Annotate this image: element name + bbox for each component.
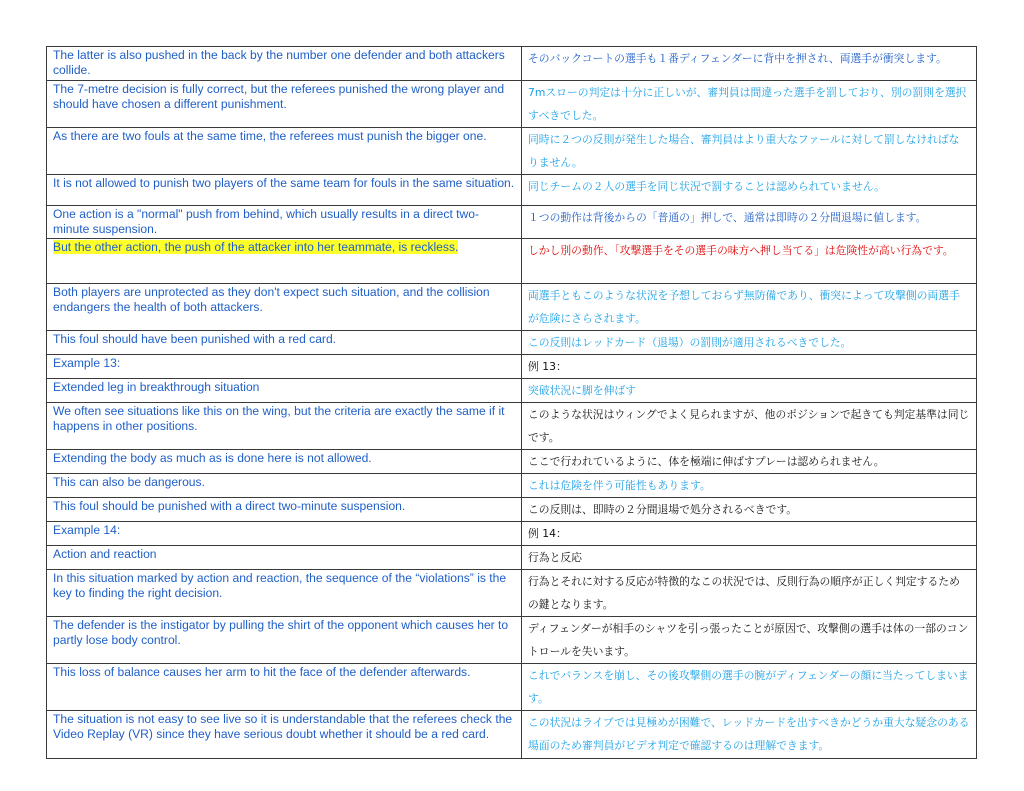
english-text: It is not allowed to punish two players of the same team for fouls in the same situation. [53,176,515,190]
english-text: Action and reaction [53,547,157,561]
japanese-text: しかし別の動作、「攻撃選手をその選手の味方へ押し当てる」は危険性が高い行為です。 [528,244,954,257]
japanese-cell [522,239,977,284]
table-row [47,450,977,474]
japanese-cell [522,128,977,175]
japanese-cell [522,546,977,570]
japanese-text: 例 13： [528,360,567,373]
table-row [47,403,977,450]
japanese-text: この反則は、即時の２分間退場で処分されるべきです。 [528,503,798,516]
table-row [47,664,977,711]
english-cell [47,450,522,474]
table-row [47,284,977,331]
english-text: As there are two fouls at the same time, the referees must punish the bigger one. [53,129,487,143]
english-text: In this situation marked by action and reaction, the sequence of the “violations” is the key to finding the right decision. [53,571,507,600]
table-row [47,355,977,379]
english-text: Extended leg in breakthrough situation [53,380,260,394]
english-text: The situation is not easy to see live so it is understandable that the referees check the Video Replay (VR) since they have serious doubt whether it should be a red card. [53,712,513,741]
english-text: We often see situations like this on the wing, but the criteria are exactly the same if it happens in other positions. [53,404,505,433]
japanese-cell [522,474,977,498]
table-row [47,474,977,498]
english-cell [47,474,522,498]
japanese-text: 例 14： [528,527,567,540]
english-cell [47,47,522,81]
japanese-cell [522,570,977,617]
japanese-cell [522,403,977,450]
table-row [47,47,977,81]
japanese-cell [522,47,977,81]
table-body [47,47,977,759]
english-cell [47,570,522,617]
english-cell [47,546,522,570]
table-row [47,128,977,175]
bilingual-table [46,46,977,759]
japanese-text: 同時に２つの反則が発生した場合、審判員はより重大なファールに対して罰しなければなりません。 [528,133,960,169]
japanese-cell [522,284,977,331]
table-row [47,711,977,759]
english-cell [47,128,522,175]
english-text: Extending the body as much as is done here is not allowed. [53,451,372,465]
english-text: Example 14: [53,523,121,537]
english-cell [47,206,522,239]
japanese-text: このような状況はウィングでよく見られますが、他のポジションで起きても判定基準は同じです。 [528,408,970,444]
table-row [47,175,977,206]
english-cell [47,617,522,664]
english-cell [47,175,522,206]
english-cell [47,331,522,355]
japanese-text: 行為と反応 [528,551,582,564]
table-row [47,498,977,522]
japanese-text: 突破状況に脚を伸ばす [528,384,636,397]
japanese-text: 7mスローの判定は十分に正しいが、審判員は間違った選手を罰しており、別の罰則を選択すべきでした。 [528,86,967,122]
japanese-cell [522,522,977,546]
english-cell [47,403,522,450]
english-cell [47,379,522,403]
english-text: The 7-metre decision is fully correct, but the referees punished the wrong player and should have chosen a different punishment. [53,82,505,111]
english-text-highlighted: But the other action, the push of the attacker into her teammate, is reckless. [53,240,459,254]
english-text: This foul should be punished with a direct two-minute suspension. [53,499,406,513]
english-cell [47,284,522,331]
japanese-cell [522,355,977,379]
japanese-cell [522,81,977,128]
english-text: The latter is also pushed in the back by the number one defender and both attackers collide. [53,48,505,77]
english-cell [47,664,522,711]
table-row [47,570,977,617]
english-cell [47,711,522,759]
table-row [47,81,977,128]
table-row [47,546,977,570]
japanese-cell [522,206,977,239]
english-cell [47,81,522,128]
japanese-text: 同じチームの２人の選手を同じ状況で罰することは認められていません。 [528,180,885,193]
japanese-text: 行為とそれに対する反応が特徴的なこの状況では、反則行為の順序が正しく判定するための鍵となります。 [528,575,960,611]
english-text: Example 13: [53,356,121,370]
table-row [47,239,977,284]
english-text: This can also be dangerous. [53,475,205,489]
japanese-text: これは危険を伴う可能性もあります。 [528,479,711,492]
english-text: This loss of balance causes her arm to hit the face of the defender afterwards. [53,665,471,679]
japanese-cell [522,664,977,711]
english-cell [47,522,522,546]
japanese-cell [522,450,977,474]
japanese-text: この反則はレッドカード（退場）の罰則が適用されるべきでした。 [528,336,852,349]
japanese-cell [522,617,977,664]
japanese-cell [522,711,977,759]
japanese-text: ここで行われているように、体を極端に伸ばすプレーは認められません。 [528,455,885,468]
japanese-text: これでバランスを崩し、その後攻撃側の選手の腕がディフェンダーの顔に当たってしまいます。 [528,669,969,705]
japanese-text: ディフェンダーが相手のシャツを引っ張ったことが原因で、攻撃側の選手は体の一部のコントロールを失います。 [528,622,969,658]
japanese-cell [522,331,977,355]
english-text: The defender is the instigator by pulling the shirt of the opponent which causes her to partly lose body control. [53,618,509,647]
table-row [47,206,977,239]
english-text: One action is a "normal" push from behind, which usually results in a direct two-minute suspension. [53,207,480,236]
table-row [47,379,977,403]
english-cell [47,239,522,284]
japanese-text: そのバックコートの選手も１番ディフェンダーに背中を押され、両選手が衝突します。 [528,52,947,65]
english-cell [47,498,522,522]
english-text: Both players are unprotected as they don't expect such situation, and the collision endangers the health of both attackers. [53,285,490,314]
japanese-text: 両選手ともこのような状況を予想しておらず無防備であり、衝突によって攻撃側の両選手が危険にさらされます。 [528,289,960,325]
table-row [47,522,977,546]
table-row [47,617,977,664]
english-text: This foul should have been punished with a red card. [53,332,337,346]
japanese-text: １つの動作は背後からの「普通の」押しで、通常は即時の２分間退場に値します。 [528,211,927,224]
japanese-cell [522,175,977,206]
english-cell [47,355,522,379]
japanese-cell [522,379,977,403]
table-row [47,331,977,355]
japanese-cell [522,498,977,522]
japanese-text: この状況はライブでは見極めが困難で、レッドカードを出すべきかどうか重大な疑念のある場面のため審判員がビデオ判定で確認するのは理解できます。 [528,716,970,752]
